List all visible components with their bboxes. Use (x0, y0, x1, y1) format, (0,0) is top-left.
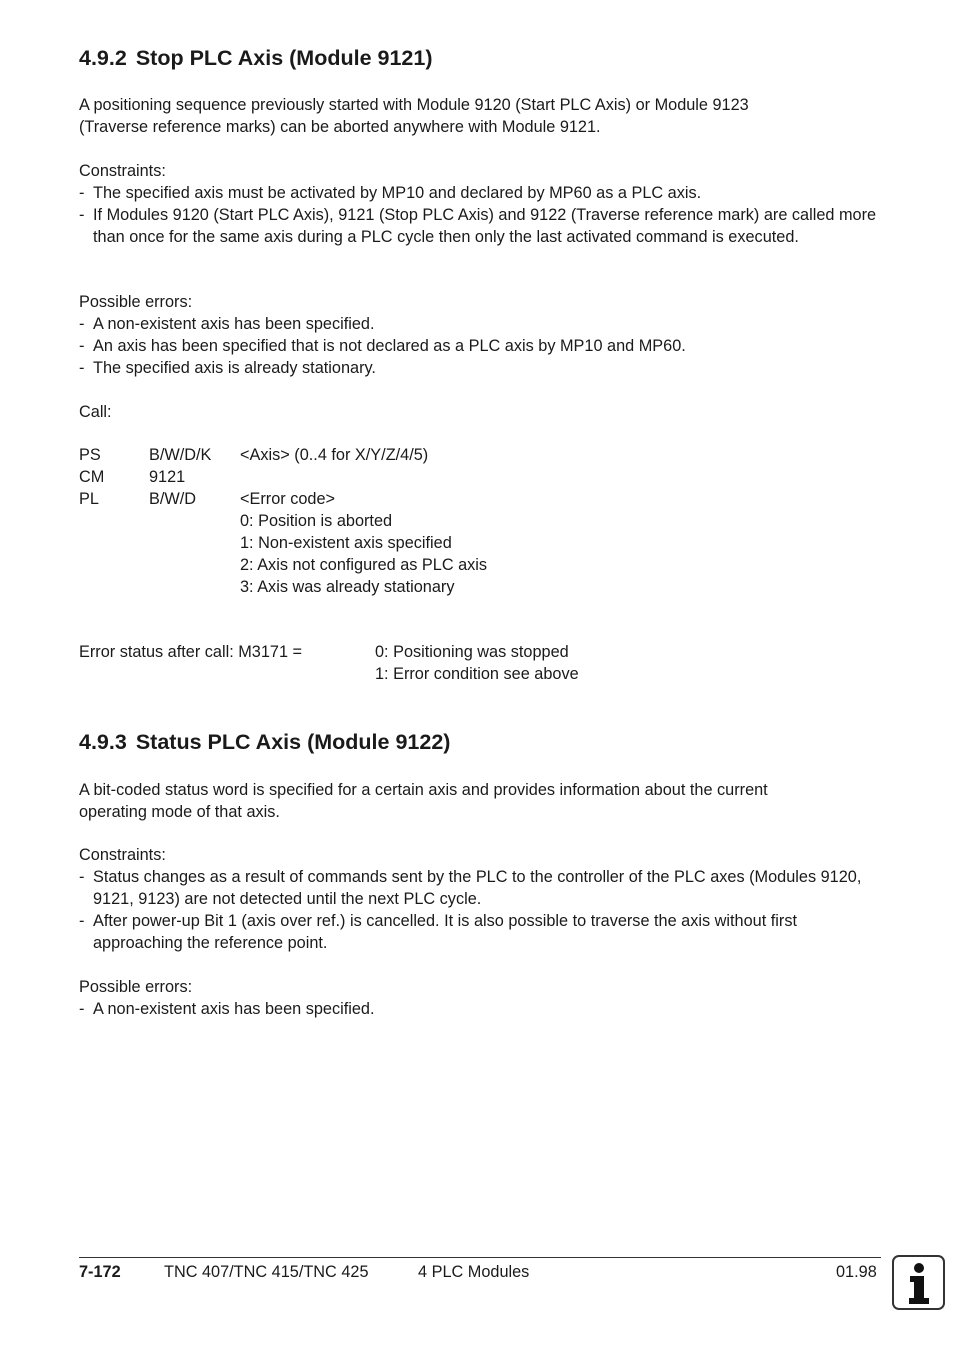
call-desc: <Error code> (240, 490, 336, 508)
status-label: Error status after call: M3171 = (79, 643, 303, 661)
call-cmd: PS (79, 446, 101, 464)
constraint-item: - If Modules 9120 (Start PLC Axis), 9121 (Stop PLC Axis) and 9122 (Traverse reference mark) are called more than once for the same axis during a PLC cycle then only the last activated command is executed. (79, 206, 877, 246)
constraints-label: Constraints: (79, 162, 166, 180)
intro-line-1: A bit-coded status word is specified for a certain axis and provides information about the current (79, 781, 768, 799)
constraint-item: - After power-up Bit 1 (axis over ref.) is cancelled. It is also possible to traverse the axis without first approaching the reference point. (79, 912, 797, 952)
error-code-item: 2: Axis not configured as PLC axis (240, 556, 488, 574)
footer-rule (79, 1257, 881, 1258)
call-type: 9121 (149, 468, 186, 486)
constraint-item: - The specified axis must be activated by MP10 and declared by MP60 as a PLC axis. (79, 184, 702, 202)
section-heading-9121: 4.9.2 Stop PLC Axis (Module 9121) (79, 46, 433, 70)
info-icon-glyph (894, 1257, 943, 1308)
error-item: - A non-existent axis has been specified. (79, 1000, 375, 1018)
errors-label: Possible errors: (79, 293, 193, 311)
footer-date: 01.98 (836, 1263, 877, 1281)
call-type: B/W/D/K (149, 446, 212, 464)
error-item: - The specified axis is already stationary. (79, 359, 376, 377)
intro-line-1: A positioning sequence previously started with Module 9120 (Start PLC Axis) or Module 9123 (79, 96, 749, 114)
call-cmd: CM (79, 468, 105, 486)
error-code-item: 1: Non-existent axis specified (240, 534, 452, 552)
call-label: Call: (79, 403, 112, 421)
error-code-item: 0: Position is aborted (240, 512, 393, 530)
info-icon (892, 1255, 945, 1310)
error-code-item: 3: Axis was already stationary (240, 578, 455, 596)
page-number: 7-172 (79, 1263, 121, 1281)
intro-line-2: operating mode of that axis. (79, 803, 280, 821)
footer-product: TNC 407/TNC 415/TNC 425 (164, 1263, 369, 1281)
error-item: - A non-existent axis has been specified. (79, 315, 375, 333)
call-cmd: PL (79, 490, 99, 508)
constraints-label: Constraints: (79, 846, 166, 864)
status-value: 0: Positioning was stopped (375, 643, 569, 661)
errors-label: Possible errors: (79, 978, 193, 996)
constraint-item: - Status changes as a result of commands sent by the PLC to the controller of the PLC axes (Modules 9120, 9121, 9123) are not detected until the next PLC cycle. (79, 868, 862, 908)
status-value: 1: Error condition see above (375, 665, 579, 683)
section-heading-9122: 4.9.3 Status PLC Axis (Module 9122) (79, 730, 451, 754)
error-item: - An axis has been specified that is not declared as a PLC axis by MP10 and MP60. (79, 337, 686, 355)
call-type: B/W/D (149, 490, 197, 508)
intro-line-2: (Traverse reference marks) can be aborted anywhere with Module 9121. (79, 118, 601, 136)
footer-chapter: 4 PLC Modules (418, 1263, 530, 1281)
call-desc: <Axis> (0..4 for X/Y/Z/4/5) (240, 446, 429, 464)
